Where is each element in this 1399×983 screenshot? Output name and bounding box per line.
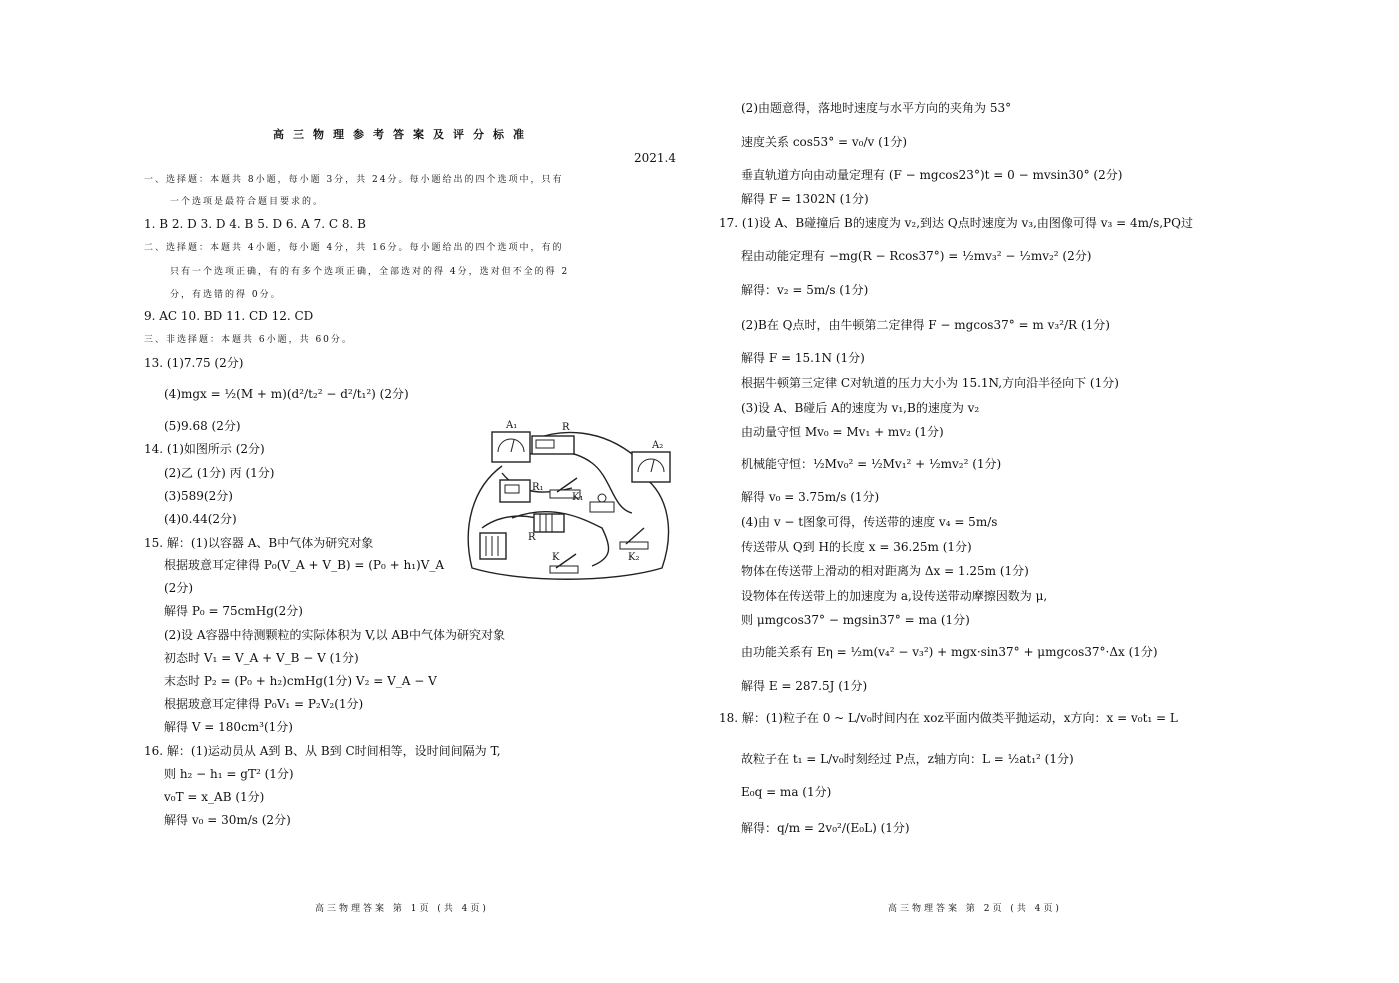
- q18-line1: 18. 解：(1)粒子在 0 ~ L/v₀时间内在 xoz平面内做类平抛运动，x方向：x = v₀t₁ = L: [719, 711, 1178, 725]
- q15-line3: (2分): [164, 581, 193, 595]
- rheostat-r: [532, 436, 574, 454]
- label-k: K: [552, 552, 560, 563]
- q15-line4: 解得 P₀ = 75cmHg(2分): [164, 604, 303, 618]
- section3-heading: 三、非选择题：本题共 6小题，共 60分。: [144, 335, 353, 345]
- label-a2: A₂: [652, 440, 664, 451]
- q16-part2-line1: (2)由题意得，落地时速度与水平方向的夹角为 53°: [741, 101, 1012, 115]
- label-k1: K₁: [572, 492, 584, 503]
- label-k2: K₂: [628, 552, 640, 563]
- q17-line12: 传送带从 Q到 H的长度 x = 36.25m (1分): [741, 540, 972, 554]
- q17-line13: 物体在传送带上滑动的相对距离为 Δx = 1.25m (1分): [741, 564, 1029, 578]
- q17-line6: 根据牛顿第三定律 C对轨道的压力大小为 15.1N,方向沿半径向下 (1分): [741, 376, 1119, 390]
- q16-line4: 解得 v₀ = 30m/s (2分): [164, 813, 291, 827]
- q17-line10: 解得 v₀ = 3.75m/s (1分): [741, 490, 880, 504]
- q15-line5: (2)设 A容器中待测颗粒的实际体积为 V,以 AB中气体为研究对象: [164, 628, 505, 642]
- q17-line4: (2)B在 Q点时，由牛顿第二定律得 F − mgcos37° = m v₃²/R (1分): [741, 318, 1110, 332]
- q15-line8: 根据玻意耳定律得 P₀V₁ = P₂V₂(1分): [164, 697, 364, 711]
- q17-line2: 程由动能定理有 −mg(R − Rcos37°) = ½mv₃² − ½mv₂² (2分): [741, 249, 1092, 263]
- ammeter-a2: [632, 452, 670, 482]
- q14-part3: (3)589(2分): [164, 489, 233, 503]
- section1-heading: 一、选择题：本题共 8小题，每小题 3分，共 24分。每小题给出的四个选项中，只有: [144, 175, 564, 185]
- q17-line9: 机械能守恒：½Mv₀² = ½Mv₁² + ½mv₂² (1分): [741, 457, 1002, 471]
- q16-line3: v₀T = x_AB (1分): [164, 790, 265, 804]
- q16-line1: 16. 解：(1)运动员从 A到 B、从 B到 C时间相等，设时间间隔为 T,: [144, 744, 501, 758]
- section2-answers: 9. AC 10. BD 11. CD 12. CD: [144, 309, 314, 323]
- ammeter-a1: [492, 432, 530, 462]
- battery: [480, 533, 506, 559]
- q17-line11: (4)由 v − t图象可得，传送带的速度 v₄ = 5m/s: [741, 515, 998, 529]
- q17-line8: 由动量守恒 Mv₀ = Mv₁ + mv₂ (1分): [741, 425, 944, 439]
- q17-line7: (3)设 A、B碰后 A的速度为 v₁,B的速度为 v₂: [741, 401, 980, 415]
- q17-line5: 解得 F = 15.1N (1分): [741, 351, 865, 365]
- section2-heading: 二、选择题：本题共 4小题，每小题 4分，共 16分。每小题给出的四个选项中，有的: [144, 243, 564, 253]
- label-r-top: R: [562, 422, 570, 433]
- q18-line2: 故粒子在 t₁ = L/v₀时刻经过 P点，z轴方向：L = ½at₁² (1分): [741, 752, 1074, 766]
- section2-heading-cont: 只有一个选项正确，有的有多个选项正确，全部选对的得 4分，选对但不全的得 2: [170, 267, 570, 277]
- q17-line1: 17. (1)设 A、B碰撞后 B的速度为 v₂,到达 Q点时速度为 v₃,由图像可得 v₃ = 4m/s,PQ过: [719, 216, 1193, 230]
- q17-line3: 解得：v₂ = 5m/s (1分): [741, 283, 869, 297]
- q16-part2-line4: 解得 F = 1302N (1分): [741, 192, 869, 206]
- resistor-box-r1: [500, 480, 530, 502]
- q15-line9: 解得 V = 180cm³(1分): [164, 720, 293, 734]
- q14-part2: (2)乙 (1分) 丙 (1分): [164, 466, 275, 480]
- doc-date: 2021.4: [634, 151, 676, 165]
- q17-line16: 由功能关系有 Eη = ½m(v₄² − v₃²) + mgx·sin37° + μmgcos37°·Δx (1分): [741, 645, 1158, 659]
- label-a1: A₁: [506, 420, 518, 431]
- q16-line2: 则 h₂ − h₁ = gT² (1分): [164, 767, 294, 781]
- doc-title: 高三物理参考答案及评分标准: [273, 128, 533, 141]
- q14-part4: (4)0.44(2分): [164, 512, 237, 526]
- q15-line1: 15. 解：(1)以容器 A、B中气体为研究对象: [144, 536, 374, 550]
- section1-heading-cont: 一个选项是最符合题目要求的。: [170, 197, 325, 207]
- page2-footer: 高三物理答案 第 2页 (共 4页): [888, 904, 1062, 914]
- q13-part5: (5)9.68 (2分): [164, 419, 241, 433]
- q13-part1: 13. (1)7.75 (2分): [144, 356, 244, 370]
- label-r-coil: R: [528, 532, 536, 543]
- section1-answers: 1. B 2. D 3. D 4. B 5. D 6. A 7. C 8. B: [144, 217, 366, 231]
- q18-line4: 解得：q/m = 2v₀²/(E₀L) (1分): [741, 821, 910, 835]
- lamp: [590, 494, 614, 512]
- q16-part2-line2: 速度关系 cos53° = v₀/v (1分): [741, 135, 908, 149]
- coil-r: [534, 514, 564, 532]
- label-r1: R₁: [532, 482, 544, 493]
- switch-k2: [620, 528, 648, 549]
- circuit-diagram: [462, 418, 676, 584]
- section2-heading-cont2: 分，有选错的得 0分。: [170, 290, 282, 300]
- q13-part4: (4)mgx = ½(M + m)(d²/t₂² − d²/t₁²) (2分): [164, 387, 409, 401]
- q17-line15: 则 μmgcos37° − mgsin37° = ma (1分): [741, 613, 970, 627]
- q15-line7: 末态时 P₂ = (P₀ + h₂)cmHg(1分) V₂ = V_A − V: [164, 674, 437, 688]
- q15-line6: 初态时 V₁ = V_A + V_B − V (1分): [164, 651, 359, 665]
- q15-line2: 根据玻意耳定律得 P₀(V_A + V_B) = (P₀ + h₁)V_A: [164, 558, 445, 572]
- q18-line3: E₀q = ma (1分): [741, 785, 832, 799]
- q16-part2-line3: 垂直轨道方向由动量定理有 (F − mgcos23°)t = 0 − mvsin30° (2分): [741, 168, 1123, 182]
- q17-line17: 解得 E = 287.5J (1分): [741, 679, 868, 693]
- q14-part1: 14. (1)如图所示 (2分): [144, 442, 265, 456]
- page1-footer: 高三物理答案 第 1页 (共 4页): [315, 904, 489, 914]
- q17-line14: 设物体在传送带上的加速度为 a,设传送带动摩擦因数为 μ,: [741, 589, 1048, 603]
